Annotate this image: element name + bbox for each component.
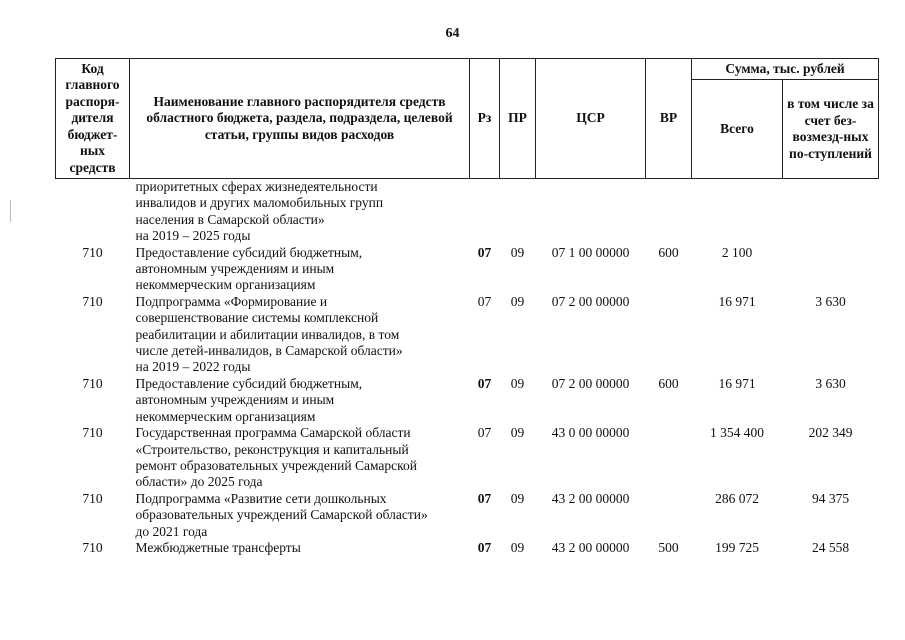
cell-vr: 600 xyxy=(658,375,679,391)
cell-free xyxy=(783,245,879,294)
cell-pr: 09 xyxy=(510,425,525,441)
cell-total: 1 354 400 xyxy=(710,425,764,441)
cell-pr: 09 xyxy=(510,293,525,309)
name-line: некоммерческим организациям xyxy=(135,277,316,293)
page-number: 64 xyxy=(445,26,460,41)
cell-pr: 09 xyxy=(510,244,525,260)
header-rz: Рз xyxy=(470,59,500,179)
table-row xyxy=(56,179,879,245)
cell-free: 202 349 xyxy=(808,425,853,441)
cell-vr xyxy=(646,294,692,376)
cell-csr: 07 2 00 00000 xyxy=(551,293,630,309)
name-line: населения в Самарской области» xyxy=(135,211,325,227)
name-line: реабилитации и абилитации инвалидов, в том xyxy=(135,326,400,342)
name-line: числе детей-инвалидов, в Самарской области» xyxy=(135,343,403,359)
cell-pr: 09 xyxy=(510,539,525,555)
header-name: Наименование главного распорядителя средств областного бюджета, раздела, подраздела, целевой статьи, группы видов расходов xyxy=(130,59,470,179)
name-line: инвалидов и других маломобильных групп xyxy=(135,195,384,211)
cell-vr xyxy=(646,491,692,540)
header-free: в том числе за счет без-возмезд-ных по-ступлений xyxy=(783,80,879,179)
cell-total: 16 971 xyxy=(718,375,756,391)
cell-rz: 07 xyxy=(477,539,492,555)
name-line: на 2019 – 2025 годы xyxy=(135,228,251,244)
cell-rz: 07 xyxy=(477,293,492,309)
cell-free: 94 375 xyxy=(811,490,850,506)
cell-name xyxy=(130,491,470,540)
cell-pr: 09 xyxy=(510,375,525,391)
cell-code: 710 xyxy=(82,293,103,309)
header-row-top xyxy=(56,59,879,80)
cell-vr xyxy=(646,425,692,491)
cell-name xyxy=(130,540,470,556)
cell-rz: 07 xyxy=(477,244,492,260)
cell-free: 3 630 xyxy=(815,375,846,391)
name-line: совершенствование системы комплексной xyxy=(135,310,379,326)
cell-csr: 43 0 00 00000 xyxy=(551,425,630,441)
cell-name xyxy=(130,425,470,491)
name-line: Предоставление субсидий бюджетным, xyxy=(135,375,363,391)
table-row xyxy=(56,294,879,376)
cell-code: 710 xyxy=(82,425,103,441)
cell-rz: 07 xyxy=(477,425,492,441)
cell-vr xyxy=(646,179,692,245)
name-line: до 2021 года xyxy=(135,523,208,539)
name-line: Государственная программа Самарской области xyxy=(135,425,411,441)
name-line: Подпрограмма «Развитие сети дошкольных xyxy=(135,490,387,506)
cell-csr xyxy=(536,179,646,245)
cell-name xyxy=(130,179,470,245)
cell-rz xyxy=(470,179,500,245)
cell-csr: 07 2 00 00000 xyxy=(551,375,630,391)
name-line: Межбюджетные трансферты xyxy=(135,539,301,555)
header-csr: ЦСР xyxy=(536,59,646,179)
cell-csr: 43 2 00 00000 xyxy=(551,490,630,506)
cell-free: 3 630 xyxy=(815,293,846,309)
table-body xyxy=(56,179,879,557)
cell-free: 24 558 xyxy=(811,539,850,555)
header-pr: ПР xyxy=(500,59,536,179)
cell-total: 286 072 xyxy=(715,490,759,506)
name-line: ремонт образовательных учреждений Самарской xyxy=(135,457,417,473)
name-line: Подпрограмма «Формирование и xyxy=(135,293,328,309)
table-row xyxy=(56,425,879,491)
name-line: приоритетных сферах жизнедеятельности xyxy=(135,179,378,194)
name-line: «Строительство, реконструкция и капитальный xyxy=(135,441,409,457)
cell-rz: 07 xyxy=(477,490,492,506)
header-total: Всего xyxy=(692,80,783,179)
cell-vr: 500 xyxy=(658,539,679,555)
cell-free xyxy=(783,179,879,245)
cell-code: 710 xyxy=(82,244,103,260)
cell-total: 16 971 xyxy=(718,293,756,309)
cell-csr: 43 2 00 00000 xyxy=(551,539,630,555)
table-row xyxy=(56,245,879,294)
header-sum: Сумма, тыс. рублей xyxy=(692,59,879,80)
cell-vr: 600 xyxy=(658,244,679,260)
cell-pr xyxy=(500,179,536,245)
cell-name xyxy=(130,376,470,425)
table-row xyxy=(56,376,879,425)
name-line: Предоставление субсидий бюджетным, xyxy=(135,244,363,260)
cell-total: 2 100 xyxy=(721,244,753,260)
name-line: некоммерческим организациям xyxy=(135,408,316,424)
cell-total xyxy=(692,179,783,245)
header-vr: ВР xyxy=(646,59,692,179)
cell-code xyxy=(56,179,130,245)
cell-code: 710 xyxy=(82,490,103,506)
cell-name xyxy=(130,245,470,294)
name-line: образовательных учреждений Самарской области» xyxy=(135,507,428,523)
table-row xyxy=(56,491,879,540)
cell-rz: 07 xyxy=(477,375,492,391)
name-line: автономным учреждениям и иным xyxy=(135,392,335,408)
name-line: автономным учреждениям и иным xyxy=(135,261,335,277)
cell-pr: 09 xyxy=(510,490,525,506)
header-code: Код главного распоря-дителя бюджет-ных средств xyxy=(56,59,130,179)
name-line: на 2019 – 2022 годы xyxy=(135,359,251,375)
cell-total: 199 725 xyxy=(715,539,759,555)
cell-code: 710 xyxy=(82,375,103,391)
cell-csr: 07 1 00 00000 xyxy=(551,244,630,260)
cell-name xyxy=(130,294,470,376)
name-line: области» до 2025 года xyxy=(135,474,263,490)
table-row xyxy=(56,540,879,556)
scan-artifact xyxy=(10,200,11,222)
budget-table xyxy=(55,58,879,556)
cell-code: 710 xyxy=(82,539,103,555)
